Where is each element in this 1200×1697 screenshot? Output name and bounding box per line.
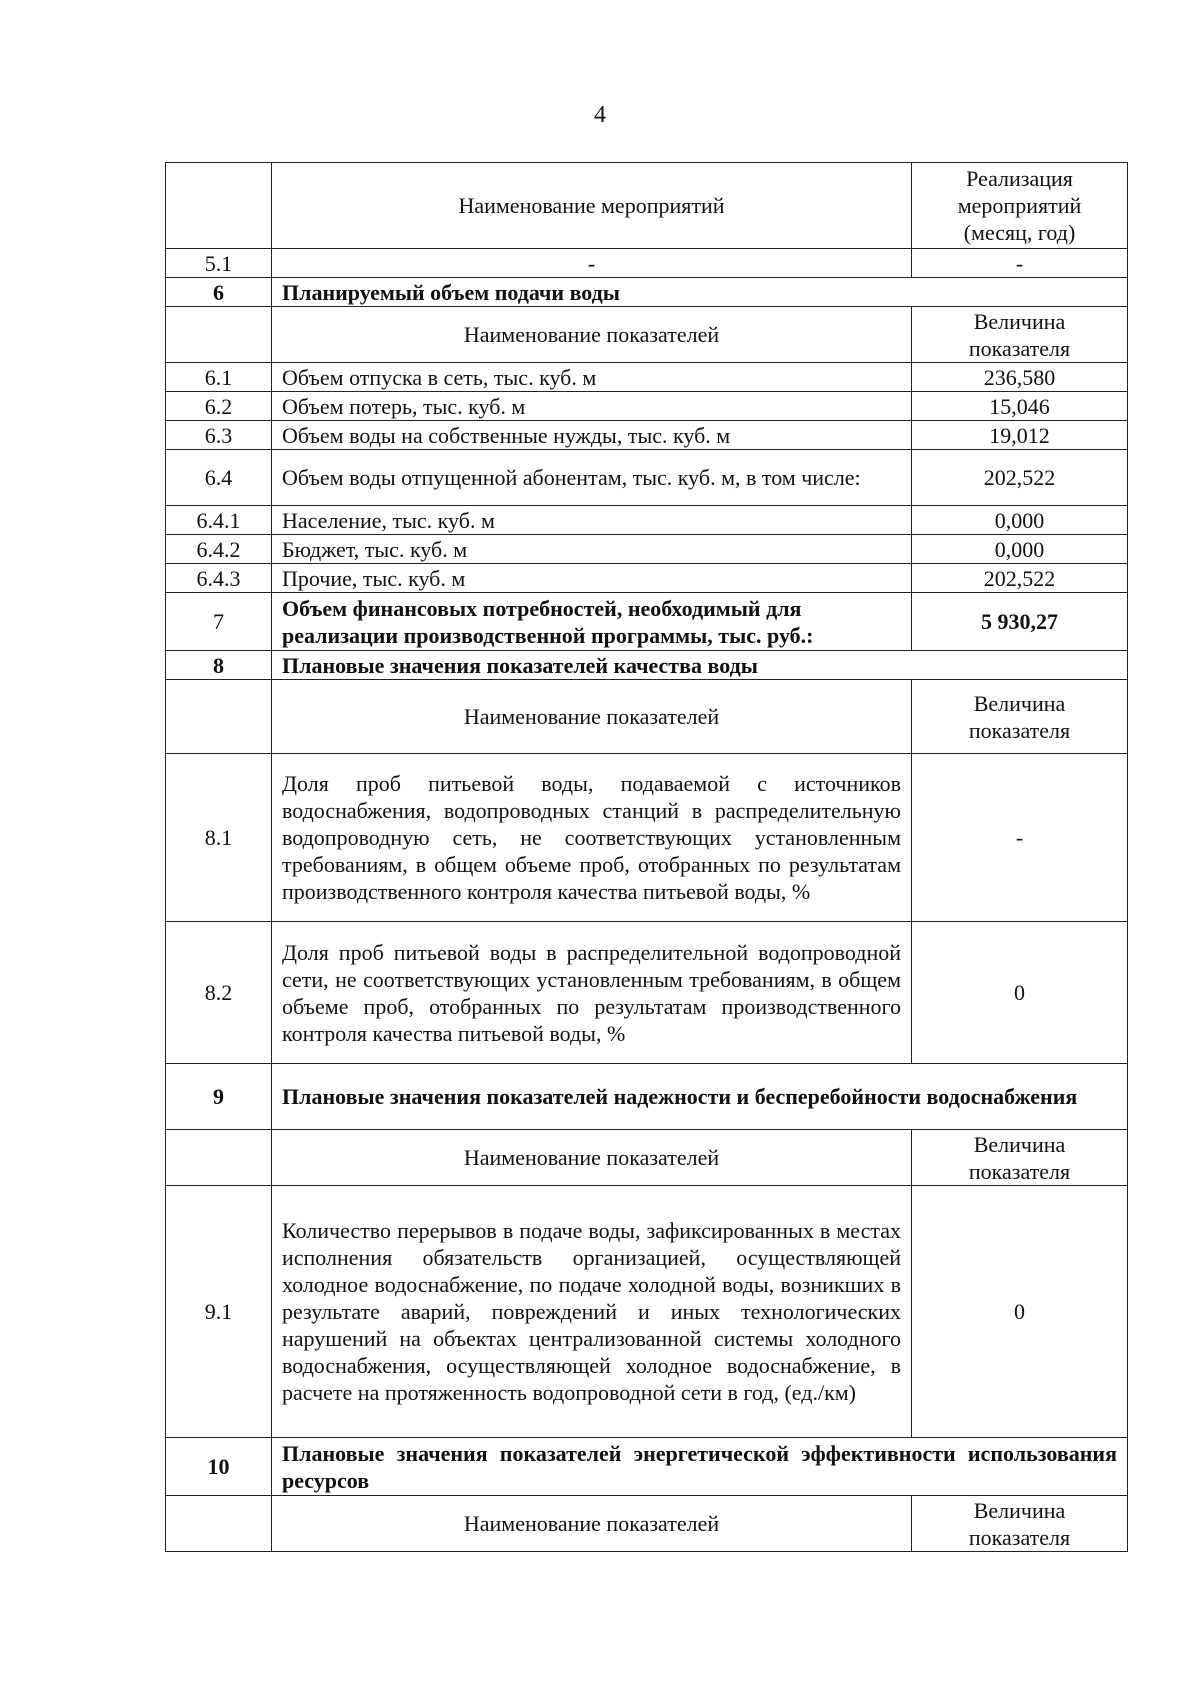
header-name-cell: Наименование мероприятий bbox=[272, 163, 912, 249]
table-row bbox=[166, 363, 1128, 392]
row-value: - bbox=[912, 249, 1128, 278]
row-value: 15,046 bbox=[912, 392, 1128, 421]
table-row bbox=[166, 421, 1128, 450]
header-value-cell: Величина показателя bbox=[912, 1130, 1128, 1186]
row-number: 6.1 bbox=[166, 363, 272, 392]
row-value: 19,012 bbox=[912, 421, 1128, 450]
section-row-8 bbox=[166, 651, 1128, 680]
table-row bbox=[166, 506, 1128, 535]
table-row bbox=[166, 249, 1128, 278]
section-number: 8 bbox=[166, 651, 272, 680]
table-row bbox=[166, 754, 1128, 922]
row-name: Доля проб питьевой воды в распределительной водопроводной сети, не соответствующих установленным требованиям, в общем объеме проб, отобранных по результатам производственного контроля качества питьевой воды, % bbox=[272, 922, 912, 1064]
row-name: Объем потерь, тыс. куб. м bbox=[272, 392, 912, 421]
row-value: 202,522 bbox=[912, 450, 1128, 506]
section-number: 9 bbox=[166, 1064, 272, 1130]
section-row-10 bbox=[166, 1438, 1128, 1496]
table-row bbox=[166, 1186, 1128, 1438]
table-row bbox=[166, 564, 1128, 593]
section-title: Планируемый объем подачи воды bbox=[272, 278, 1128, 307]
header-num-cell bbox=[166, 1496, 272, 1552]
row-number: 8.2 bbox=[166, 922, 272, 1064]
header-row-measures bbox=[166, 163, 1128, 249]
section-number: 10 bbox=[166, 1438, 272, 1496]
section-title: Плановые значения показателей энергетической эффективности использования ресурсов bbox=[272, 1438, 1128, 1496]
page-number: 4 bbox=[594, 102, 606, 128]
row-number: 6.4.3 bbox=[166, 564, 272, 593]
row-name: Прочие, тыс. куб. м bbox=[272, 564, 912, 593]
header-row-indicators bbox=[166, 1130, 1128, 1186]
table-row bbox=[166, 392, 1128, 421]
table-row bbox=[166, 922, 1128, 1064]
section-number: 6 bbox=[166, 278, 272, 307]
section-row-7 bbox=[166, 593, 1128, 651]
row-value: 0,000 bbox=[912, 506, 1128, 535]
row-value: 5 930,27 bbox=[912, 593, 1128, 651]
program-table bbox=[165, 162, 1128, 1552]
header-value-cell: Реализация мероприятий (месяц, год) bbox=[912, 163, 1128, 249]
row-name: Бюджет, тыс. куб. м bbox=[272, 535, 912, 564]
header-row-indicators bbox=[166, 680, 1128, 754]
row-number: 5.1 bbox=[166, 249, 272, 278]
row-value: 0 bbox=[912, 922, 1128, 1064]
table-row bbox=[166, 535, 1128, 564]
header-row-indicators bbox=[166, 1496, 1128, 1552]
row-name: - bbox=[272, 249, 912, 278]
row-number: 6.4.2 bbox=[166, 535, 272, 564]
row-value: 0 bbox=[912, 1186, 1128, 1438]
header-row-indicators bbox=[166, 307, 1128, 363]
row-number: 6.4 bbox=[166, 450, 272, 506]
row-number: 6.2 bbox=[166, 392, 272, 421]
row-name: Доля проб питьевой воды, подаваемой с источников водоснабжения, водопроводных станций в распределительную водопроводную сеть, не соответствующих установленным требованиям, в общем объеме проб, отобранных по результатам производственного контроля качества питьевой воды, % bbox=[272, 754, 912, 922]
row-name: Количество перерывов в подаче воды, зафиксированных в местах исполнения обязательств организацией, осуществляющей холодное водоснабжение, по подаче холодной воды, возникших в результате аварий, повреждений и иных технологических нарушений на объектах централизованной системы холодного водоснабжения, осуществляющей холодное водоснабжение, в расчете на протяженность водопроводной сети в год, (ед./км) bbox=[272, 1186, 912, 1438]
row-value: - bbox=[912, 754, 1128, 922]
header-name-cell: Наименование показателей bbox=[272, 680, 912, 754]
header-value-cell: Величина показателя bbox=[912, 680, 1128, 754]
header-value-cell: Величина показателя bbox=[912, 1496, 1128, 1552]
row-value: 236,580 bbox=[912, 363, 1128, 392]
header-name-cell: Наименование показателей bbox=[272, 1496, 912, 1552]
row-name: Объем финансовых потребностей, необходимый для реализации производственной программы, тыс. руб.: bbox=[272, 593, 912, 651]
header-name-cell: Наименование показателей bbox=[272, 307, 912, 363]
table-row bbox=[166, 450, 1128, 506]
header-num-cell bbox=[166, 680, 272, 754]
section-title: Плановые значения показателей надежности и бесперебойности водоснабжения bbox=[272, 1064, 1128, 1130]
header-name-cell: Наименование показателей bbox=[272, 1130, 912, 1186]
header-num-cell bbox=[166, 1130, 272, 1186]
section-row-6 bbox=[166, 278, 1128, 307]
row-number: 6.4.1 bbox=[166, 506, 272, 535]
row-number: 8.1 bbox=[166, 754, 272, 922]
row-value: 0,000 bbox=[912, 535, 1128, 564]
row-number: 6.3 bbox=[166, 421, 272, 450]
section-title: Плановые значения показателей качества воды bbox=[272, 651, 1128, 680]
row-value: 202,522 bbox=[912, 564, 1128, 593]
row-name: Население, тыс. куб. м bbox=[272, 506, 912, 535]
header-num-cell bbox=[166, 163, 272, 249]
row-number: 9.1 bbox=[166, 1186, 272, 1438]
header-num-cell bbox=[166, 307, 272, 363]
header-value-cell: Величина показателя bbox=[912, 307, 1128, 363]
row-name: Объем воды на собственные нужды, тыс. куб. м bbox=[272, 421, 912, 450]
row-number: 7 bbox=[166, 593, 272, 651]
row-name: Объем воды отпущенной абонентам, тыс. куб. м, в том числе: bbox=[272, 450, 912, 506]
row-name: Объем отпуска в сеть, тыс. куб. м bbox=[272, 363, 912, 392]
section-row-9 bbox=[166, 1064, 1128, 1130]
